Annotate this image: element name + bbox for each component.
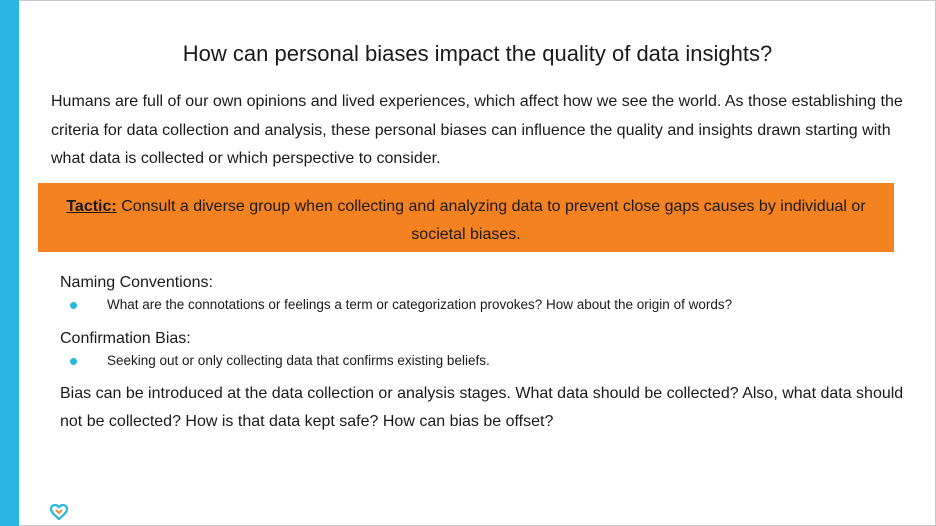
closing-paragraph: Bias can be introduced at the data collection or analysis stages. What data should be collected? Also, what data should not be collected? How is that data kept safe? How can bias be offset? xyxy=(60,385,904,430)
list-item xyxy=(70,295,732,315)
accent-bar xyxy=(0,0,19,526)
list-item xyxy=(70,351,490,371)
tactic-label: Tactic: xyxy=(66,198,117,215)
bullet-dot xyxy=(70,358,77,365)
tactic-text: Consult a diverse group when collecting and analyzing data to prevent close gaps causes by individual or societal biases. xyxy=(121,198,866,243)
heart-logo-icon xyxy=(49,502,69,522)
bullet-dot xyxy=(70,302,77,309)
bullet-text: What are the connotations or feelings a term or categorization provokes? How about the origin of words? xyxy=(107,297,733,312)
intro-paragraph: Humans are full of our own opinions and lived experiences, which affect how we see the world. As those establishing the criteria for data collection and analysis, these personal biases can influence the quality and insights drawn starting with what data is collected or which perspective to consider. xyxy=(51,93,903,167)
confirmation-bias-heading: Confirmation Bias: xyxy=(60,330,191,347)
naming-conventions-heading: Naming Conventions: xyxy=(60,274,213,291)
tactic-banner xyxy=(38,183,894,252)
bullet-text: Seeking out or only collecting data that confirms existing beliefs. xyxy=(107,353,490,368)
slide-title: How can personal biases impact the quality of data insights? xyxy=(182,41,773,66)
